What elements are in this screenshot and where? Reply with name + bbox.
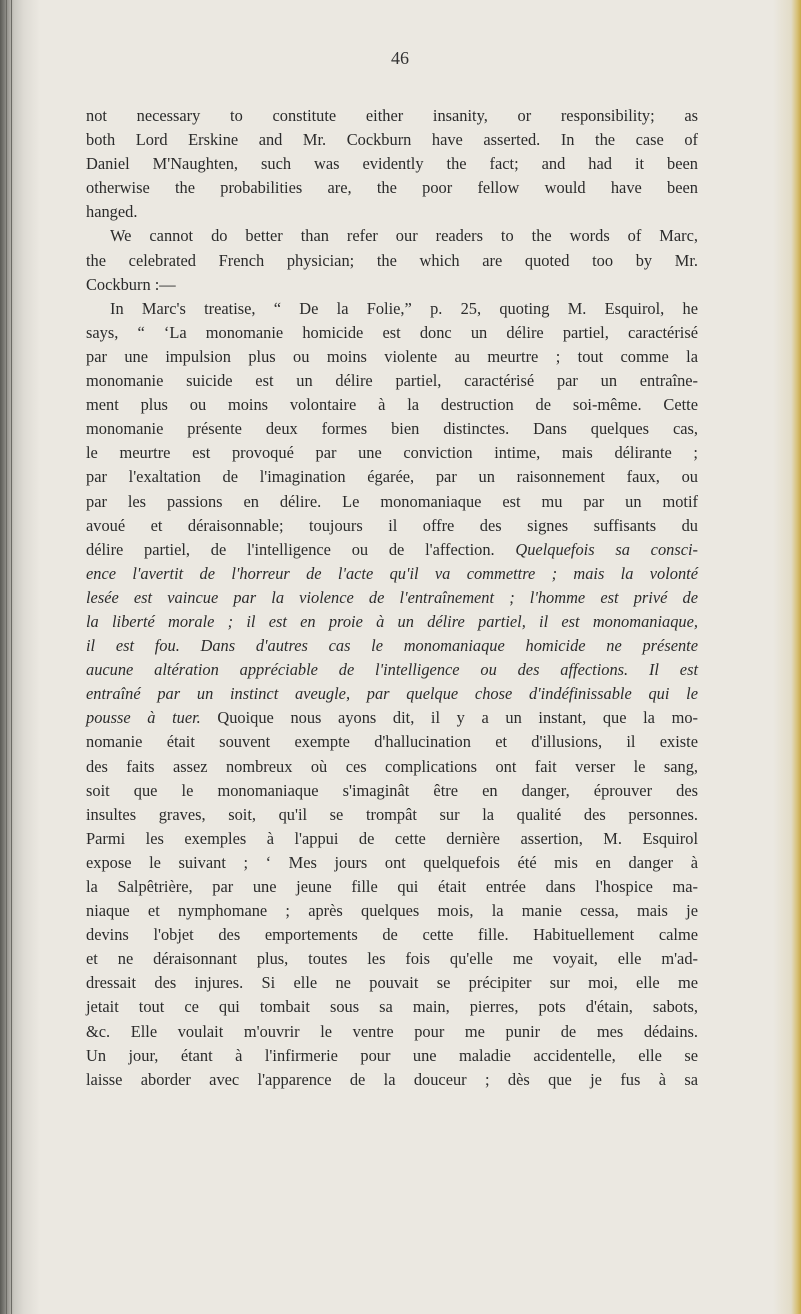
line-text: In Marc's treatise, “ De la Folie,” p. 25, quoting M. Esquirol, he bbox=[110, 298, 698, 318]
text-line bbox=[86, 128, 698, 152]
page-number: 46 bbox=[391, 48, 409, 68]
line-text: says, “ ‘La monomanie homicide est donc un délire partiel, caractérisé bbox=[86, 322, 698, 342]
text-line bbox=[86, 538, 698, 562]
line-italic: lesée est vaincue par la violence de l'entraînement ; l'homme est privé de bbox=[86, 587, 698, 607]
text-line bbox=[86, 803, 698, 827]
text-line bbox=[86, 610, 698, 634]
text-line bbox=[86, 152, 698, 176]
text-line bbox=[86, 321, 698, 345]
line-text: nomanie était souvent exempte d'hallucination et d'illusions, il existe bbox=[86, 732, 698, 752]
line-text: monomanie présente deux formes bien distinctes. Dans quelques cas, bbox=[86, 419, 698, 439]
text-line bbox=[86, 779, 698, 803]
text-line bbox=[86, 514, 698, 538]
text-line bbox=[86, 441, 698, 465]
text-line bbox=[86, 971, 698, 995]
line-text: not necessary to constitute either insanity, or responsibility; as bbox=[86, 106, 698, 125]
line-text: le meurtre est provoqué par une conviction intime, mais délirante ; bbox=[86, 443, 698, 463]
line-text: par l'exaltation de l'imagination égarée, par un raisonnement faux, ou bbox=[86, 467, 698, 487]
line-text: both Lord Erskine and Mr. Cockburn have asserted. In the case of bbox=[86, 130, 698, 150]
line-text: Cockburn :— bbox=[86, 274, 176, 294]
line-text: niaque et nymphomane ; après quelques mois, la manie cessa, mais je bbox=[86, 901, 698, 921]
line-text: devins l'objet des emportements de cette fille. Habituellement calme bbox=[86, 925, 698, 945]
text-line bbox=[86, 658, 698, 682]
gutter-rule bbox=[11, 0, 12, 1314]
text-line bbox=[86, 875, 698, 899]
body-text bbox=[86, 104, 698, 1092]
line-text: dressait des injures. Si elle ne pouvait se précipiter sur moi, elle me bbox=[86, 973, 698, 993]
text-line bbox=[86, 562, 698, 586]
line-italic: il est fou. Dans d'autres cas le monomaniaque homicide ne présente bbox=[86, 636, 698, 656]
line-text: insultes graves, soit, qu'il se trompât sur la qualité des personnes. bbox=[86, 804, 698, 824]
text-line bbox=[86, 923, 698, 947]
text-line bbox=[86, 1068, 698, 1092]
line-text: et ne déraisonnant plus, toutes les fois qu'elle me voyait, elle m'ad- bbox=[86, 949, 698, 969]
text-line bbox=[86, 104, 698, 128]
line-text: laisse aborder avec l'apparence de la douceur ; dès que je fus à sa bbox=[86, 1069, 698, 1089]
text-line bbox=[86, 1020, 698, 1044]
line-text: expose le suivant ; ‘ Mes jours ont quelquefois été mis en danger à bbox=[86, 852, 698, 872]
line-text: the celebrated French physician; the which are quoted too by Mr. bbox=[86, 250, 698, 270]
text-line bbox=[86, 995, 698, 1019]
text-line bbox=[86, 827, 698, 851]
line-text: otherwise the probabilities are, the poor fellow would have been bbox=[86, 178, 698, 198]
text-line bbox=[86, 393, 698, 417]
line-text: ment plus ou moins volontaire à la destruction de soi-même. Cette bbox=[86, 395, 698, 415]
text-line bbox=[86, 634, 698, 658]
line-italic: entraîné par un instinct aveugle, par quelque chose d'indéfinissable qui le bbox=[86, 684, 698, 704]
gutter-rule bbox=[6, 0, 7, 1314]
line-text: Daniel M'Naughten, such was evidently the fact; and had it been bbox=[86, 154, 698, 174]
line-text: avoué et déraisonnable; toujours il offre des signes suffisants du bbox=[86, 515, 698, 535]
text-line bbox=[86, 755, 698, 779]
text-line bbox=[86, 947, 698, 971]
line-italic: Quelquefois sa consci- bbox=[515, 539, 699, 559]
text-line bbox=[86, 730, 698, 754]
text-line bbox=[86, 1044, 698, 1068]
text-line bbox=[86, 490, 698, 514]
text-line bbox=[86, 586, 698, 610]
line-text: Parmi les exemples à l'appui de cette dernière assertion, M. Esquirol bbox=[86, 828, 698, 848]
line-italic: ence l'avertit de l'horreur de l'acte qu'il va commettre ; mais la volonté bbox=[86, 563, 698, 583]
line-text: des faits assez nombreux où ces complications ont fait verser le sang, bbox=[86, 756, 698, 776]
text-line bbox=[86, 706, 698, 730]
binding-gutter bbox=[0, 0, 40, 1314]
line-text: We cannot do better than refer our readers to the words of Marc, bbox=[110, 226, 698, 246]
text-line bbox=[86, 200, 698, 224]
text-line bbox=[86, 369, 698, 393]
text-line bbox=[86, 465, 698, 489]
text-line bbox=[86, 224, 698, 248]
line-italic: aucune altération appréciable de l'intelligence ou des affections. Il est bbox=[86, 660, 698, 680]
line-text: hanged. bbox=[86, 202, 138, 222]
line-text: la Salpêtrière, par une jeune fille qui était entrée dans l'hospice ma- bbox=[86, 877, 698, 896]
line-text: délire partiel, de l'intelligence ou de l'affection. bbox=[86, 539, 495, 559]
line-text: Quoique nous ayons dit, il y a un instant, que la mo- bbox=[200, 708, 698, 728]
page-edge bbox=[773, 0, 801, 1314]
text-line bbox=[86, 297, 698, 321]
line-text: par une impulsion plus ou moins violente au meurtre ; tout comme la bbox=[86, 346, 698, 366]
line-text: monomanie suicide est un délire partiel, caractérisé par un entraîne- bbox=[86, 371, 698, 391]
line-italic: la liberté morale ; il est en proie à un délire partiel, il est monomaniaque, bbox=[86, 611, 698, 631]
line-text: &c. Elle voulait m'ouvrir le ventre pour me punir de mes dédains. bbox=[86, 1021, 698, 1041]
line-text: soit que le monomaniaque s'imaginât être en danger, éprouver des bbox=[86, 780, 698, 800]
text-line bbox=[86, 345, 698, 369]
text-line bbox=[86, 682, 698, 706]
line-text: par les passions en délire. Le monomaniaque est mu par un motif bbox=[86, 491, 698, 511]
text-line bbox=[86, 273, 698, 297]
line-italic: pousse à tuer. bbox=[86, 708, 201, 728]
text-line bbox=[86, 249, 698, 273]
text-line bbox=[86, 176, 698, 200]
text-line bbox=[86, 851, 698, 875]
text-line bbox=[86, 417, 698, 441]
text-line bbox=[86, 899, 698, 923]
line-text: Un jour, étant à l'infirmerie pour une maladie accidentelle, elle se bbox=[86, 1045, 698, 1065]
line-text: jetait tout ce qui tombait sous sa main, pierres, pots d'étain, sabots, bbox=[86, 997, 698, 1017]
